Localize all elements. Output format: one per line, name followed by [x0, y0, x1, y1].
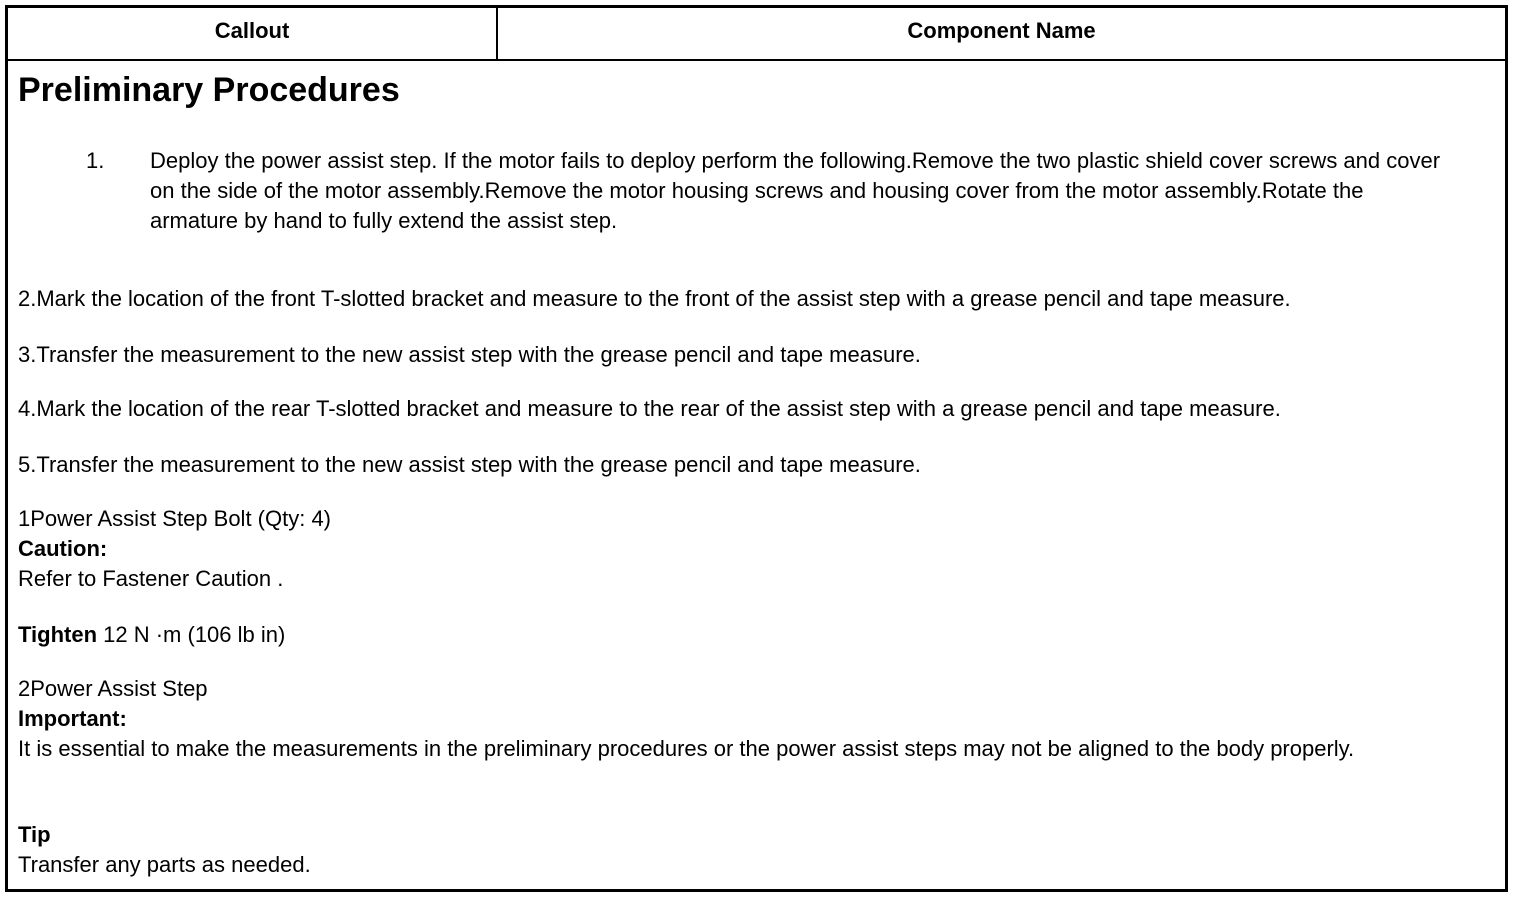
- step-1-text: Deploy the power assist step. If the motor fails to deploy perform the following.Remove the two plastic shield cover screws and cover on the side of the motor assembly.Remove the motor housing screws and housing cover from the motor assembly.Rotate the armature by hand to fully extend the assist step.: [150, 148, 1441, 233]
- table-header-row: [8, 8, 1505, 61]
- item-2: [18, 674, 1488, 764]
- step-1-number: 1.: [86, 148, 105, 173]
- tighten-label: Tighten: [18, 622, 98, 647]
- item-2-title: 2Power Assist Step: [18, 676, 208, 701]
- tip: [18, 820, 1488, 880]
- item-1-title: 1Power Assist Step Bolt (Qty: 4): [18, 506, 332, 531]
- item-1: [18, 504, 1488, 594]
- important-label: Important:: [18, 706, 127, 731]
- caution-text: Refer to Fastener Caution .: [18, 566, 284, 591]
- tip-text: Transfer any parts as needed.: [18, 852, 311, 877]
- caution-label: Caution:: [18, 536, 108, 561]
- important-text: It is essential to make the measurements in the preliminary procedures or the power assist steps may not be aligned to the body properly.: [18, 736, 1355, 761]
- header-component-name: Component Name: [907, 18, 1096, 43]
- header-callout: Callout: [8, 8, 498, 59]
- step-4: 4.Mark the location of the rear T-slotted bracket and measure to the rear of the assist step with a grease pencil and tape measure.: [18, 396, 1281, 421]
- step-5: 5.Transfer the measurement to the new assist step with the grease pencil and tape measure.: [18, 452, 921, 477]
- tighten-spec: [18, 620, 1488, 650]
- procedure-table: [5, 5, 1508, 892]
- section-title: Preliminary Procedures: [18, 71, 400, 109]
- step-3: 3.Transfer the measurement to the new assist step with the grease pencil and tape measure.: [18, 342, 921, 367]
- tip-label: Tip: [18, 822, 51, 847]
- tighten-value: 12 N ·m (106 lb in): [97, 622, 286, 647]
- step-2: 2.Mark the location of the front T-slotted bracket and measure to the front of the assist step with a grease pencil and tape measure.: [18, 286, 1291, 311]
